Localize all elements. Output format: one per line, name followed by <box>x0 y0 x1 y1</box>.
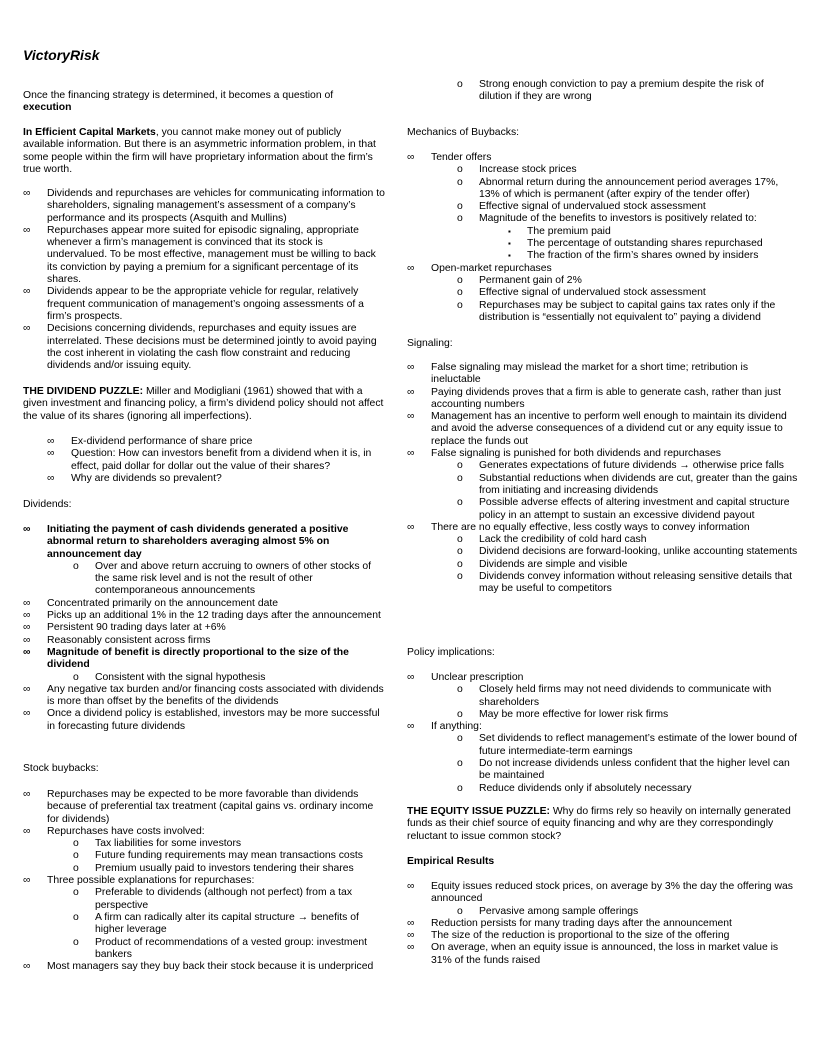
infinity-bullet-icon: ∞ <box>47 472 55 484</box>
list-item <box>23 598 385 610</box>
list-item <box>407 152 799 164</box>
document-title: VictoryRisk <box>23 47 100 63</box>
list-item-text: Dividend decisions are forward-looking, unlike accounting statements <box>479 546 798 558</box>
list-item-text: A firm can radically alter its capital structure → benefits of higher leverage <box>95 911 359 936</box>
bullet-list <box>407 79 799 104</box>
paragraph-text: Stock buybacks: <box>23 763 99 774</box>
list-item <box>23 875 385 887</box>
bullet-list <box>23 524 385 733</box>
list-item <box>407 721 799 733</box>
paragraph <box>407 338 799 350</box>
list-item <box>23 524 385 561</box>
circle-bullet-icon: o <box>457 571 463 583</box>
infinity-bullet-icon: ∞ <box>407 262 415 274</box>
list-item-text: Abnormal return during the announcement period averages 17%, 13% of which is permanent (after expiry of the tender offer) <box>479 176 779 200</box>
list-item <box>407 672 799 684</box>
infinity-bullet-icon: ∞ <box>23 286 31 298</box>
list-item-text: Effective signal of undervalued stock assessment <box>479 201 706 213</box>
list-item-text: Premium usually paid to investors tendering their shares <box>95 862 354 874</box>
list-item <box>407 571 799 596</box>
list-item <box>407 263 799 275</box>
infinity-bullet-icon: ∞ <box>23 634 31 646</box>
list-item <box>23 448 385 473</box>
circle-bullet-icon: o <box>457 708 463 720</box>
list-item-text: Paying dividends proves that a firm is able to generate cash, rather than just accounting numbers <box>431 386 782 410</box>
list-item <box>407 448 799 460</box>
list-item <box>23 286 385 323</box>
list-item <box>407 559 799 571</box>
paragraph-text: Policy implications: <box>407 647 495 658</box>
circle-bullet-icon: o <box>73 911 79 923</box>
list-item <box>23 912 385 937</box>
infinity-bullet-icon: ∞ <box>23 323 31 335</box>
list-item-text: False signaling may mislead the market for a short time; retribution is ineluctable <box>431 362 749 386</box>
bullet-list <box>407 362 799 596</box>
paragraph-emphasis: execution <box>23 102 72 114</box>
square-bullet-icon: ▪ <box>508 239 511 249</box>
infinity-bullet-icon: ∞ <box>23 524 31 535</box>
circle-bullet-icon: o <box>457 782 463 794</box>
circle-bullet-icon: o <box>73 850 79 862</box>
infinity-bullet-icon: ∞ <box>407 672 415 683</box>
infinity-bullet-icon: ∞ <box>23 597 31 609</box>
infinity-bullet-icon: ∞ <box>23 789 31 800</box>
circle-bullet-icon: o <box>457 497 463 509</box>
list-item <box>407 177 799 202</box>
list-item-text: There are no equally effective, less costly ways to convey information <box>431 521 750 533</box>
paragraph-text: Mechanics of Buybacks: <box>407 127 520 138</box>
bullet-list <box>407 152 799 324</box>
list-item-text: Strong enough conviction to pay a premium despite the risk of dilution if they are wrong <box>479 79 764 103</box>
list-item <box>23 961 385 973</box>
list-item-text: Open-market repurchases <box>431 262 552 274</box>
circle-bullet-icon: o <box>457 176 463 188</box>
list-item-text: Permanent gain of 2% <box>479 274 582 286</box>
circle-bullet-icon: o <box>457 558 463 570</box>
list-item-text: Repurchases appear more suited for episodic signaling, appropriate whenever a firm’s management is convinced that its stock is undervalued. To be most effective, management must be willing to back its conviction by paying a premium for a significant percentage of its shares. <box>47 224 376 286</box>
paragraph-lead: THE EQUITY ISSUE PUZZLE: <box>407 806 550 817</box>
list-item-text: Substantial reductions when dividends are cut, greater than the gains from initiating and increasing dividends <box>479 472 798 496</box>
list-item-text: Closely held firms may not need dividends to communicate with shareholders <box>479 684 772 708</box>
circle-bullet-icon: o <box>457 299 463 311</box>
list-item-text: Pervasive among sample offerings <box>479 905 639 917</box>
paragraph-text: Signaling: <box>407 338 453 349</box>
list-item-text: Tax liabilities for some investors <box>95 838 242 850</box>
list-item <box>407 300 799 325</box>
list-item <box>407 918 799 930</box>
square-bullet-icon: ▪ <box>508 226 511 236</box>
list-item-text: The premium paid <box>527 225 611 237</box>
paragraph <box>23 386 385 423</box>
list-item <box>407 758 799 783</box>
infinity-bullet-icon: ∞ <box>407 721 415 733</box>
list-item-text: Reasonably consistent across firms <box>47 634 211 646</box>
infinity-bullet-icon: ∞ <box>23 708 31 720</box>
list-item-text: Once a dividend policy is established, investors may be more successful in forecasting future dividends <box>47 708 380 732</box>
list-item <box>23 561 385 598</box>
list-item-text: Repurchases have costs involved: <box>47 825 205 837</box>
infinity-bullet-icon: ∞ <box>407 386 415 398</box>
circle-bullet-icon: o <box>457 534 463 546</box>
infinity-bullet-icon: ∞ <box>23 622 31 634</box>
list-item <box>23 672 385 684</box>
list-item <box>407 906 799 918</box>
paragraph <box>23 90 385 115</box>
list-item <box>407 250 799 262</box>
infinity-bullet-icon: ∞ <box>407 942 415 954</box>
infinity-bullet-icon: ∞ <box>407 881 415 892</box>
list-item-text: Any negative tax burden and/or financing costs associated with dividends is more than offset by the benefits of the dividends <box>47 683 384 708</box>
list-item <box>407 881 799 906</box>
list-item <box>407 522 799 534</box>
list-item <box>407 362 799 387</box>
paragraph-text: Once the financing strategy is determined, it becomes a question of <box>23 90 334 101</box>
paragraph <box>23 127 385 176</box>
list-item-text: Magnitude of the benefits to investors is positively related to: <box>479 213 757 225</box>
infinity-bullet-icon: ∞ <box>23 610 31 622</box>
list-item <box>23 635 385 647</box>
circle-bullet-icon: o <box>457 684 463 696</box>
list-item <box>23 789 385 826</box>
list-item-text: Preferable to dividends (although not perfect) from a tax perspective <box>95 887 353 911</box>
list-item <box>407 942 799 967</box>
list-item-text: Equity issues reduced stock prices, on average by 3% the day the offering was announced <box>431 881 793 905</box>
list-item-text: Persistent 90 trading days later at +6% <box>47 622 226 634</box>
list-item <box>407 411 799 448</box>
list-item <box>23 826 385 838</box>
list-item <box>407 275 799 287</box>
bullet-list <box>23 436 385 485</box>
infinity-bullet-icon: ∞ <box>407 521 415 533</box>
infinity-bullet-icon: ∞ <box>407 448 415 460</box>
list-item <box>407 783 799 795</box>
list-item <box>407 709 799 721</box>
list-item <box>407 460 799 472</box>
circle-bullet-icon: o <box>457 758 463 770</box>
bullet-list <box>407 881 799 967</box>
paragraph <box>407 806 799 843</box>
list-item <box>407 201 799 213</box>
paragraph <box>23 499 385 511</box>
list-item-text: Dividends appear to be the appropriate vehicle for regular, relatively frequent communication of management’s ongoing assessments of a firm’s prospects. <box>47 286 364 322</box>
infinity-bullet-icon: ∞ <box>407 930 415 942</box>
list-item-text: Lack the credibility of cold hard cash <box>479 534 647 546</box>
list-item-text: Effective signal of undervalued stock assessment <box>479 287 706 299</box>
list-item-text: Picks up an additional 1% in the 12 trading days after the announcement <box>47 610 381 622</box>
infinity-bullet-icon: ∞ <box>23 961 31 973</box>
list-item-text: Most managers say they buy back their stock because it is underpriced <box>47 961 374 973</box>
circle-bullet-icon: o <box>457 460 463 472</box>
paragraph-text: , you cannot make money out of publicly available information. But there is an asymmetric information problem, in that some people within the firm will have proprietary information about the firm’s true worth. <box>23 127 376 175</box>
circle-bullet-icon: o <box>457 201 463 213</box>
list-item-text: Magnitude of benefit is directly proportional to the size of the dividend <box>47 646 349 671</box>
circle-bullet-icon: o <box>73 887 79 899</box>
paragraph-text: Dividends: <box>23 499 72 510</box>
list-item <box>23 622 385 634</box>
paragraph-text: Why do firms rely so heavily on internally generated funds as their chief source of equity financing and why are they correspondingly reluctant to issue common stock? <box>407 806 791 842</box>
list-item <box>23 838 385 850</box>
list-item-text: Possible adverse effects of altering investment and capital structure policy in an attempt to sustain an excessive dividend payout <box>479 497 790 521</box>
list-item <box>23 708 385 733</box>
list-item-text: False signaling is punished for both dividends and repurchases <box>431 448 721 460</box>
list-item <box>23 473 385 485</box>
circle-bullet-icon: o <box>457 79 463 90</box>
list-item-text: If anything: <box>431 721 482 733</box>
list-item-text: Reduce dividends only if absolutely necessary <box>479 782 692 794</box>
list-item <box>23 225 385 286</box>
list-item <box>23 863 385 875</box>
list-item-text: Generates expectations of future dividends → otherwise price falls <box>479 460 784 472</box>
list-item <box>407 164 799 176</box>
list-item-text: Product of recommendations of a vested group: investment bankers <box>95 936 368 960</box>
list-item-text: May be more effective for lower risk firms <box>479 708 669 720</box>
paragraph <box>407 647 799 659</box>
list-item-text: Tender offers <box>431 152 492 163</box>
list-item-text: Reduction persists for many trading days after the announcement <box>431 917 732 929</box>
circle-bullet-icon: o <box>73 671 79 683</box>
list-item <box>23 684 385 709</box>
list-item-text: Dividends and repurchases are vehicles for communicating information to shareholders, signaling management’s assessment of a company’s performance and its prospects (Asquith and Mullins) <box>47 188 385 224</box>
list-item-text: Initiating the payment of cash dividends generated a positive abnormal return to shareholders averaging almost 5% on announcement day <box>47 524 349 560</box>
paragraph <box>407 856 799 868</box>
list-item <box>407 473 799 498</box>
list-item-text: Management has an incentive to perform well enough to maintain its dividend and avoid the adverse consequences of a dividend cut or any equity issue to replace the funds out <box>431 411 787 447</box>
circle-bullet-icon: o <box>73 560 79 572</box>
list-item <box>407 387 799 412</box>
list-item <box>407 213 799 225</box>
list-item-text: Repurchases may be expected to be more favorable than dividends because of preferential tax treatment (capital gains vs. ordinary income for dividends) <box>47 789 374 825</box>
list-item-text: Set dividends to reflect management’s estimate of the lower bound of future intermediate-term earnings <box>479 733 798 757</box>
list-item <box>23 850 385 862</box>
list-item-text: On average, when an equity issue is announced, the loss in market value is 31% of the funds raised <box>431 942 779 966</box>
list-item-text: Future funding requirements may mean transactions costs <box>95 850 363 862</box>
paragraph-text: Miller and Modigliani (1961) showed that with a given investment and financing policy, a firm’s dividend policy should not affect the value of its shares (ignoring all imperfections). <box>23 386 384 422</box>
list-item-text: Consistent with the signal hypothesis <box>95 671 266 683</box>
list-item-text: Increase stock prices <box>479 164 577 176</box>
list-item-text: Unclear prescription <box>431 672 524 683</box>
paragraph <box>23 763 385 775</box>
circle-bullet-icon: o <box>457 472 463 484</box>
circle-bullet-icon: o <box>73 838 79 850</box>
infinity-bullet-icon: ∞ <box>47 436 55 447</box>
list-item-text: The percentage of outstanding shares repurchased <box>527 238 763 250</box>
list-item <box>407 287 799 299</box>
infinity-bullet-icon: ∞ <box>407 411 415 423</box>
paragraph <box>407 127 799 139</box>
list-item <box>407 930 799 942</box>
list-item-text: Dividends are simple and visible <box>479 558 628 570</box>
circle-bullet-icon: o <box>73 936 79 948</box>
list-item <box>407 733 799 758</box>
infinity-bullet-icon: ∞ <box>23 224 31 236</box>
list-item-text: Repurchases may be subject to capital gains tax rates only if the distribution is “essentially not equivalent to” paying a dividend <box>479 299 776 323</box>
circle-bullet-icon: o <box>457 274 463 286</box>
list-item-text: Over and above return accruing to owners of other stocks of the same risk level and is not the result of other contemporaneous announcements <box>95 560 372 597</box>
circle-bullet-icon: o <box>457 164 463 176</box>
list-item <box>23 188 385 225</box>
circle-bullet-icon: o <box>457 905 463 917</box>
list-item <box>23 323 385 372</box>
list-item-text: Ex-dividend performance of share price <box>71 436 253 447</box>
infinity-bullet-icon: ∞ <box>23 188 31 199</box>
list-item <box>407 546 799 558</box>
infinity-bullet-icon: ∞ <box>47 448 55 460</box>
bullet-list <box>23 789 385 973</box>
circle-bullet-icon: o <box>457 733 463 745</box>
circle-bullet-icon: o <box>73 862 79 874</box>
list-item-text: Question: How can investors benefit from a dividend when it is, in effect, paid dollar for dollar out the value of their shares? <box>71 448 372 472</box>
list-item-text: Dividends convey information without releasing sensitive details that may be useful to competitors <box>479 571 793 595</box>
list-item-text: Decisions concerning dividends, repurchases and equity issues are interrelated. These decisions must be determined jointly to avoid paying the cost inherent in violating the cash flow constraint and reducing dividends and/or issuing equity. <box>47 323 377 372</box>
list-item <box>407 534 799 546</box>
infinity-bullet-icon: ∞ <box>23 646 31 658</box>
circle-bullet-icon: o <box>457 213 463 225</box>
list-item <box>407 497 799 522</box>
list-item <box>23 610 385 622</box>
list-item <box>407 226 799 238</box>
infinity-bullet-icon: ∞ <box>407 362 415 373</box>
list-item <box>23 436 385 448</box>
bullet-list <box>23 188 385 372</box>
paragraph-lead: Empirical Results <box>407 856 495 867</box>
list-item <box>407 238 799 250</box>
list-item <box>407 684 799 709</box>
circle-bullet-icon: o <box>457 546 463 558</box>
list-item <box>23 647 385 672</box>
circle-bullet-icon: o <box>457 287 463 299</box>
list-item-text: The size of the reduction is proportional to the size of the offering <box>431 930 730 942</box>
list-item-text: The fraction of the firm’s shares owned by insiders <box>527 250 759 262</box>
paragraph-lead: THE DIVIDEND PUZZLE: <box>23 386 144 397</box>
bullet-list <box>407 672 799 795</box>
list-item-text: Three possible explanations for repurchases: <box>47 875 255 887</box>
square-bullet-icon: ▪ <box>508 251 511 261</box>
list-item-text: Concentrated primarily on the announcement date <box>47 597 279 609</box>
list-item <box>23 887 385 912</box>
paragraph-lead: In Efficient Capital Markets <box>23 127 156 138</box>
infinity-bullet-icon: ∞ <box>23 683 31 695</box>
list-item-text: Why are dividends so prevalent? <box>71 472 222 484</box>
infinity-bullet-icon: ∞ <box>407 917 415 929</box>
list-item-text: Do not increase dividends unless confident that the higher level can be maintained <box>479 758 790 782</box>
infinity-bullet-icon: ∞ <box>407 152 415 163</box>
infinity-bullet-icon: ∞ <box>23 825 31 837</box>
list-item <box>407 79 799 104</box>
list-item <box>23 937 385 962</box>
infinity-bullet-icon: ∞ <box>23 875 31 887</box>
